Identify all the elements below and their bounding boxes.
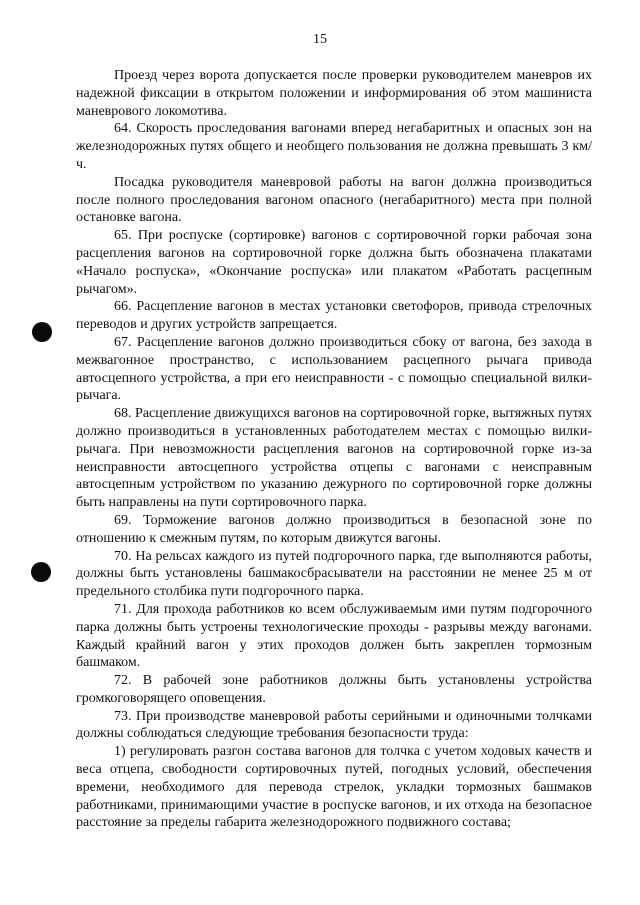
paragraph: 70. На рельсах каждого из путей подгорочного парка, где выполняются работы, должны быть установлены башмакосбрасыватели на расстоянии не менее 25 м от предельного столбика пути подгорочного парка.	[76, 548, 592, 600]
paragraph: 64. Скорость проследования вагонами вперед негабаритных и опасных зон на железнодорожных путях общего и необщего пользования не должна превышать 3 км/ч.	[76, 121, 592, 172]
paragraph: 71. Для прохода работников ко всем обслуживаемым ими путям подгорочного парка должны быть устроены технологические проходы - разрывы между вагонами. Каждый крайний вагон у этих проходов должен быть закреплен тормозным башмаком.	[76, 601, 592, 671]
paragraph: 73. При производстве маневровой работы серийными и одиночными толчками должны соблюдаться следующие требования безопасности труда:	[76, 708, 592, 742]
paragraph: 69. Торможение вагонов должно производиться в безопасной зоне по отношению к смежным путям, по которым движутся вагоны.	[76, 512, 592, 546]
punch-hole	[32, 322, 52, 342]
paragraph: 72. В рабочей зоне работников должны быть установлены устройства громкоговорящего оповещения.	[76, 673, 592, 706]
paragraph: Посадка руководителя маневровой работы на вагон должна производиться после полного проследования вагоном опасного (негабаритного) места при полной остановке вагона.	[76, 174, 592, 226]
page-number: 15	[313, 32, 327, 47]
page-body	[76, 67, 592, 832]
paragraph: 65. При роспуске (сортировке) вагонов с сортировочной горки рабочая зона расцепления вагонов на сортировочной горке должна быть обозначена плакатами «Начало роспуска», «Окончание роспуска» или плакатом «Работать расцепным рычагом».	[76, 228, 592, 297]
paragraph: 68. Расцепление движущихся вагонов на сортировочной горке, вытяжных путях должно производиться в установленных работодателем местах с помощью вилки-рычага. При невозможности расцепления вагонов на сортировочной горке из-за неисправности автосцепного устройства отцепы с вагонами с неисправным автосцепным устройством по указанию дежурного по сортировочной горке должны быть направлены на пути сортировочного парка.	[76, 406, 592, 511]
paragraph: 1) регулировать разгон состава вагонов для толчка с учетом ходовых качеств и веса отцепа, свободности сортировочных путей, погодных условий, обеспечения времени, необходимого для перевода стрелок, укладки тормозных башмаков работниками, принимающими участие в роспуске вагонов, и их отхода на безопасное расстояние за пределы габарита железнодорожного подвижного состава;	[76, 744, 592, 831]
paragraph: Проезд через ворота допускается после проверки руководителем маневров их надежной фиксации в открытом положении и информирования об этом машиниста маневрового локомотива.	[76, 68, 592, 119]
paragraph: 66. Расцепление вагонов в местах установки светофоров, привода стрелочных переводов и других устройств запрещается.	[76, 299, 592, 333]
punch-hole	[31, 562, 51, 582]
paragraph: 67. Расцепление вагонов должно производиться сбоку от вагона, без захода в межвагонное пространство, с использованием расцепного рычага привода автосцепного устройства, а при его неисправности - с помощью специальной вилки-рычага.	[76, 334, 592, 404]
